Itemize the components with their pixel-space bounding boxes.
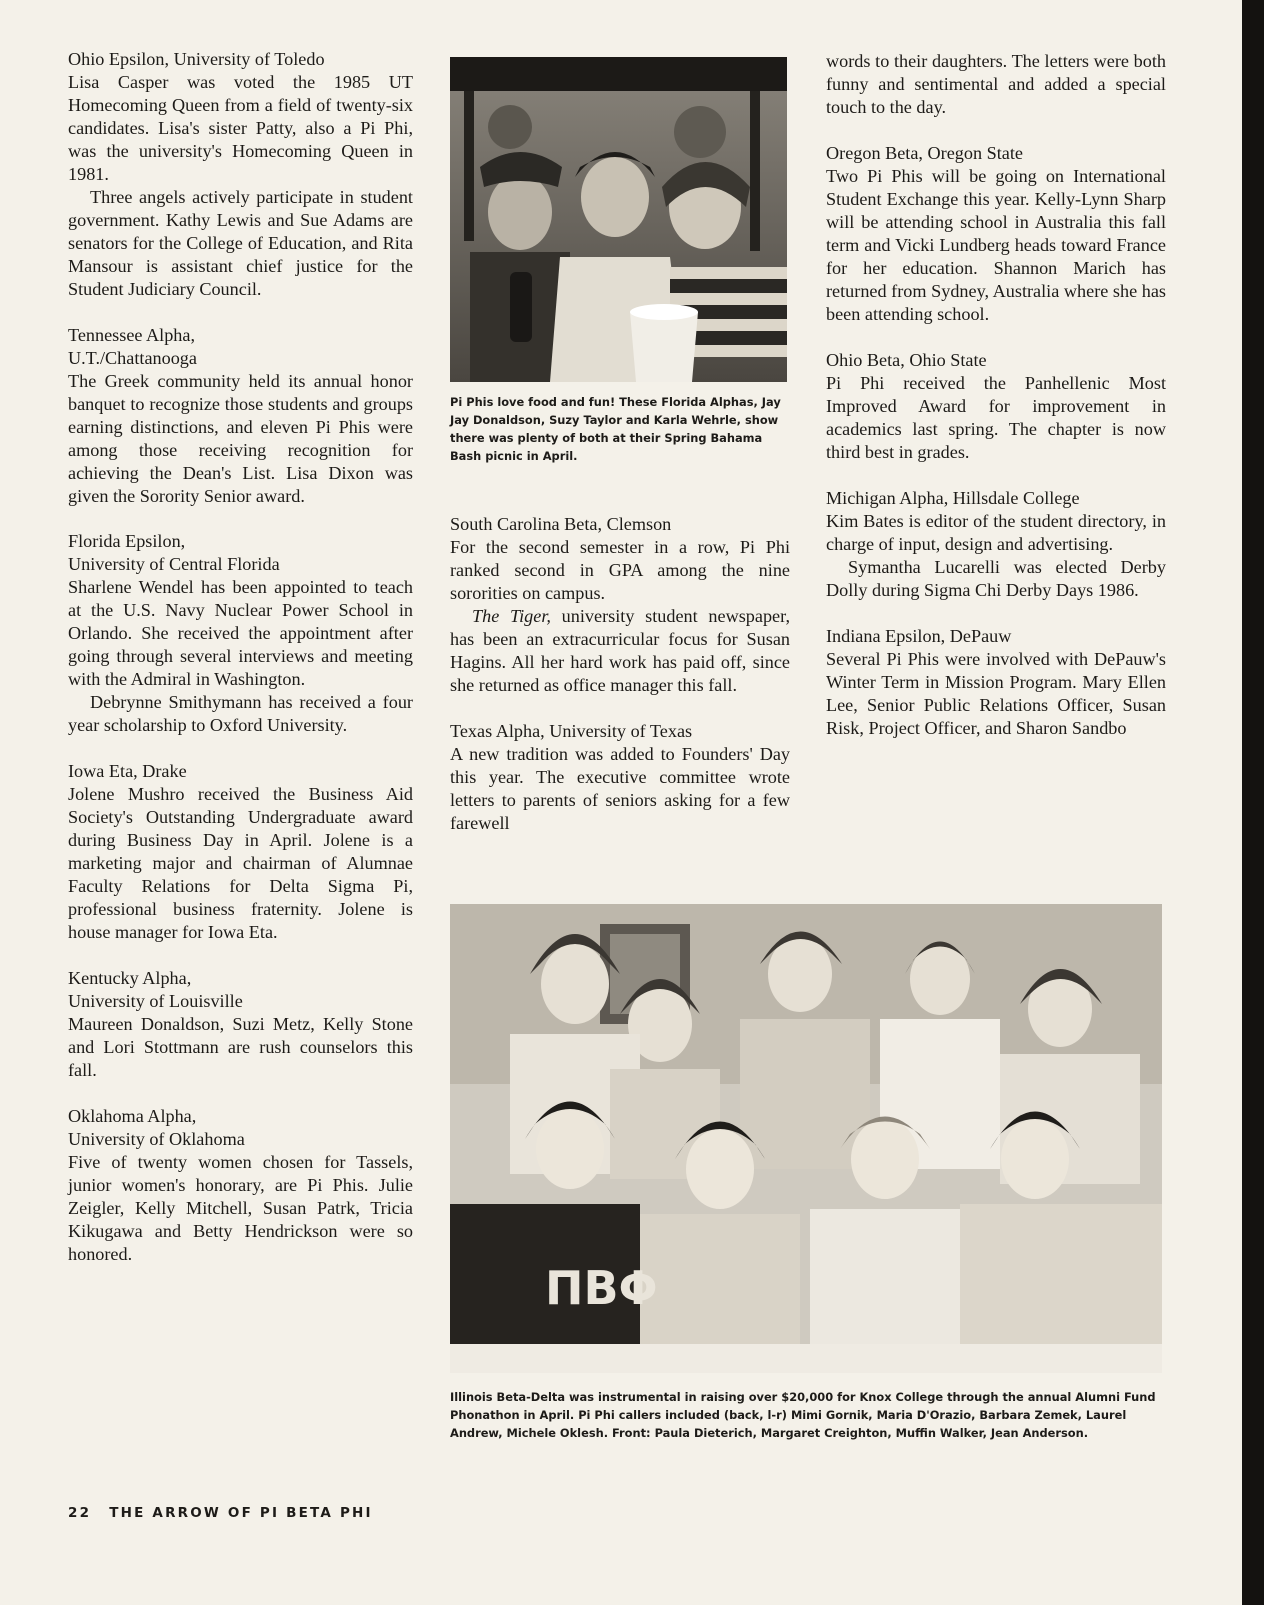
section-heading: University of Oklahoma xyxy=(68,1129,245,1149)
section-heading: U.T./Chattanooga xyxy=(68,348,197,368)
paragraph: Symantha Lucarelli was elected Derby Dolly during Sigma Chi Derby Days 1986. xyxy=(826,557,1166,600)
paragraph xyxy=(450,605,790,697)
paragraph: Several Pi Phis were involved with DePauw's Winter Term in Mission Program. Mary Ellen Lee, Senior Public Relations Officer, Susan Risk, Project Officer, and Sharon Sandbo xyxy=(826,649,1166,738)
paragraph: Sharlene Wendel has been appointed to teach at the U.S. Navy Nuclear Power School in Orlando. She received the appointment after going through several interviews and meeting with the Admiral in Washington. xyxy=(68,577,413,689)
page-footer xyxy=(68,1505,373,1521)
section-heading: Indiana Epsilon, DePauw xyxy=(826,626,1012,646)
paragraph: Three angels actively participate in student government. Kathy Lewis and Sue Adams are senators for the College of Education, and Rita Mansour is assistant chief justice for the Student Judiciary Council. xyxy=(68,187,413,299)
section-michigan-alpha xyxy=(826,487,1166,602)
section-heading: Tennessee Alpha, xyxy=(68,325,196,345)
section-heading: University of Central Florida xyxy=(68,554,280,574)
section-heading: Iowa Eta, Drake xyxy=(68,761,187,781)
paragraph: words to their daughters. The letters were both funny and sentimental and added a special touch to the day. xyxy=(826,51,1166,117)
paragraph: Jolene Mushro received the Business Aid Society's Outstanding Undergraduate award during Business Day in April. Jolene is a marketing major and chairman of Alumnae Faculty Relations for Delta Sigma Pi, professional business fraternity. Jolene is house manager for Iowa Eta. xyxy=(68,784,413,942)
photo-caption-picnic: Pi Phis love food and fun! These Florida Alphas, Jay Jay Donaldson, Suzy Taylor and Karla Wehrle, show there was plenty of both at their Spring Bahama Bash picnic in April. xyxy=(450,395,781,463)
section-kentucky-alpha xyxy=(68,967,413,1082)
paragraph: For the second semester in a row, Pi Phi ranked second in GPA among the nine sororities on campus. xyxy=(450,537,790,603)
section-tennessee-alpha xyxy=(68,324,413,508)
section-heading: Texas Alpha, University of Texas xyxy=(450,721,693,741)
section-heading: Michigan Alpha, Hillsdale College xyxy=(826,488,1080,508)
paragraph: The Greek community held its annual honor banquet to recognize those students and groups earning distinctions, and eleven Pi Phis were among those receiving recognition for achieving the Dean's List. Lisa Dixon was given the Sorority Senior award. xyxy=(68,371,413,506)
column-3 xyxy=(826,50,1166,763)
section-ohio-epsilon xyxy=(68,48,413,301)
section-ohio-beta xyxy=(826,349,1166,464)
section-heading: Florida Epsilon, xyxy=(68,531,186,551)
section-south-carolina-beta xyxy=(450,513,790,697)
section-heading: University of Louisville xyxy=(68,991,243,1011)
section-heading: Ohio Epsilon, University of Toledo xyxy=(68,49,325,69)
section-heading: South Carolina Beta, Clemson xyxy=(450,514,672,534)
column-2 xyxy=(450,513,790,858)
section-oregon-beta xyxy=(826,142,1166,326)
paragraph: Pi Phi received the Panhellenic Most Improved Award for improvement in academics last spring. The chapter is now third best in grades. xyxy=(826,373,1166,462)
page-number: 22 xyxy=(68,1505,92,1521)
paragraph: Lisa Casper was voted the 1985 UT Homecoming Queen from a field of twenty-six candidates. Lisa's sister Patty, also a Pi Phi, was the university's Homecoming Queen in 1981. xyxy=(68,72,413,184)
column-1 xyxy=(68,48,413,1289)
paragraph: Two Pi Phis will be going on International Student Exchange this year. Kelly-Lynn Sharp will be attending school in Australia this fall term and Vicki Lundberg heads toward France for her education. Shannon Marich has returned from Sydney, Australia where she has been attending school. xyxy=(826,166,1166,324)
paragraph: Maureen Donaldson, Suzi Metz, Kelly Stone and Lori Stottmann are rush counselors this fall. xyxy=(68,1014,413,1080)
paragraph: Five of twenty women chosen for Tassels, junior women's honorary, are Pi Phis. Julie Zeigler, Kelly Mitchell, Susan Patrk, Tricia Kikugawa and Betty Hendrickson were so honored. xyxy=(68,1152,413,1264)
section-heading: Oklahoma Alpha, xyxy=(68,1106,197,1126)
section-heading: Oregon Beta, Oregon State xyxy=(826,143,1023,163)
scan-edge xyxy=(1242,0,1264,1605)
section-texas-alpha xyxy=(450,720,790,835)
photo-picnic xyxy=(450,57,787,382)
newspaper-title: The Tiger, xyxy=(472,606,551,626)
section-oklahoma-alpha xyxy=(68,1105,413,1266)
section-heading: Kentucky Alpha, xyxy=(68,968,192,988)
paragraph: Debrynne Smithymann has received a four year scholarship to Oxford University. xyxy=(68,692,413,735)
paragraph: Kim Bates is editor of the student directory, in charge of input, design and advertising. xyxy=(826,511,1166,554)
paragraph-rest: university student newspaper, has been an extracurricular focus for Susan Hagins. All her hard work has paid off, since she returned as office manager this fall. xyxy=(450,606,790,695)
publication-title: THE ARROW OF PI BETA PHI xyxy=(109,1505,373,1521)
section-continuation xyxy=(826,50,1166,119)
section-indiana-epsilon xyxy=(826,625,1166,740)
photo-caption-phonathon: Illinois Beta-Delta was instrumental in raising over $20,000 for Knox College through the annual Alumni Fund Phonathon in April. Pi Phi callers included (back, l-r) Mimi Gornik, Maria D'Orazio, Barbara Zemek, Laurel Andrew, Michele Oklesh. Front: Paula Dieterich, Margaret Creighton, Muffin Walker, Jean Anderson. xyxy=(450,1390,1156,1440)
section-florida-epsilon xyxy=(68,530,413,737)
sweater-letters: ΠΒΦ xyxy=(545,1261,658,1315)
paragraph: A new tradition was added to Founders' Day this year. The executive committee wrote letters to parents of seniors asking for a few farewell xyxy=(450,744,790,833)
photo-phonathon-group xyxy=(450,904,1162,1373)
section-heading: Ohio Beta, Ohio State xyxy=(826,350,987,370)
section-iowa-eta xyxy=(68,760,413,944)
